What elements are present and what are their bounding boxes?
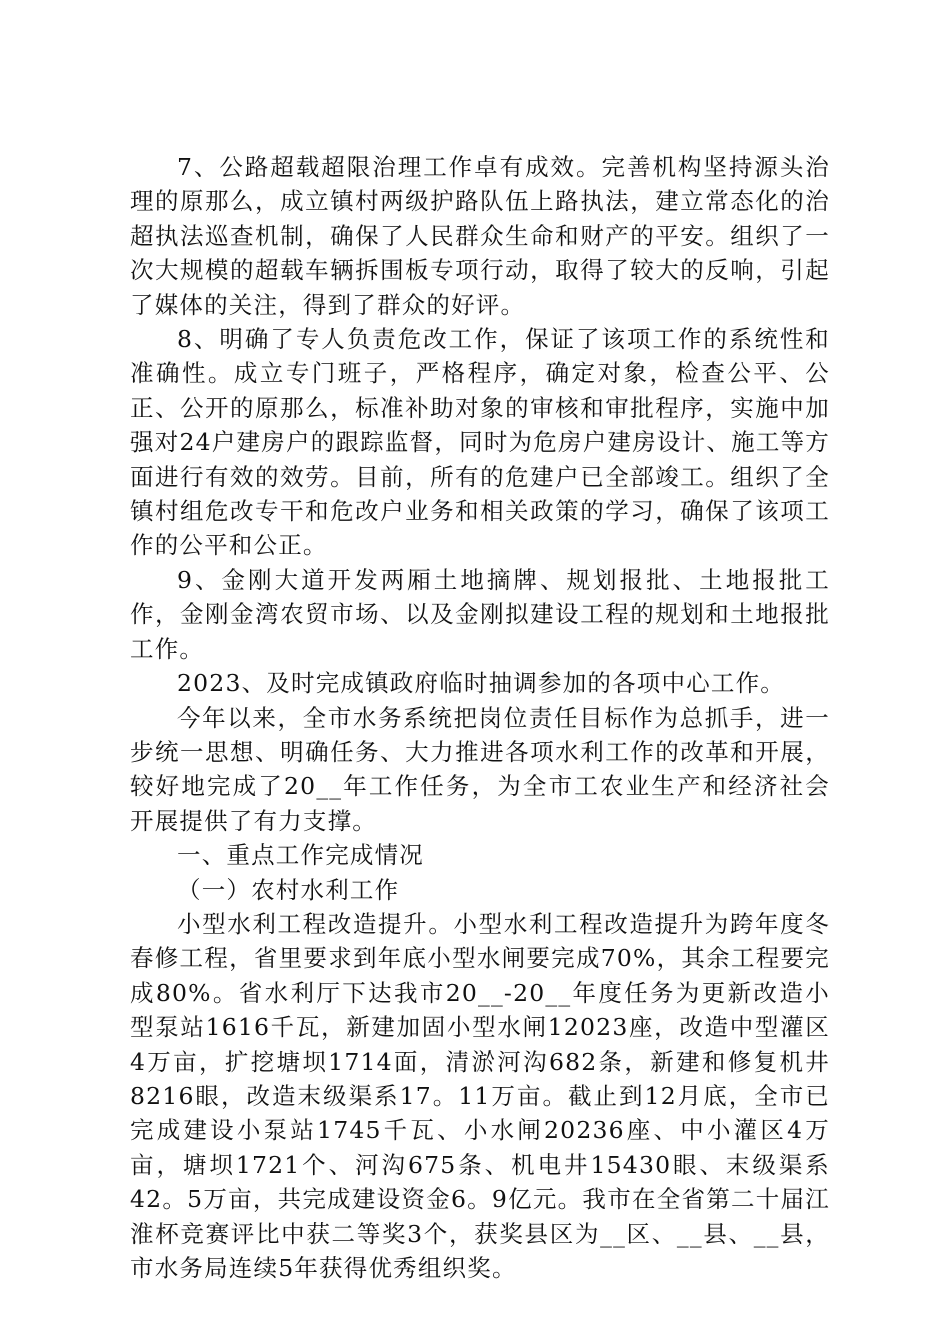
section-heading: 一、重点工作完成情况 bbox=[177, 841, 424, 870]
paragraph-item-9: 9、金刚大道开发两厢土地摘牌、规划报批、土地报批工作，金刚金湾农贸市场、以及金刚拟建设工程的规划和土地报批工作。 bbox=[130, 565, 830, 663]
subsection-heading: （一）农村水利工作 bbox=[177, 875, 400, 904]
paragraph-intro: 今年以来，全市水务系统把岗位责任目标作为总抓手，进一步统一思想、明确任务、大力推进各项水利工作的改革和开展，较好地完成了20__年工作任务，为全市工农业生产和经济社会开展提供了有力支撑。 bbox=[130, 703, 830, 835]
paragraph-item-8: 8、明确了专人负责危改工作，保证了该项工作的系统性和准确性。成立专门班子，严格程序，确定对象，检查公平、公正、公开的原那么，标准补助对象的审核和审批程序，实施中加强对24户建房户的跟踪监督，同时为危房户建房设计、施工等方面进行有效的效劳。目前，所有的危建户已全部竣工。组织了全镇村组危改专干和危改户业务和相关政策的学习，确保了该项工作的公平和公正。 bbox=[130, 325, 830, 560]
paragraph-item-7: 7、公路超载超限治理工作卓有成效。完善机构坚持源头治理的原那么，成立镇村两级护路队伍上路执法，建立常态化的治超执法巡查机制，确保了人民群众生命和财产的平安。组织了一次大规模的超载车辆拆围板专项行动，取得了较大的反响，引起了媒体的关注，得到了群众的好评。 bbox=[130, 153, 830, 319]
document-body bbox=[130, 150, 830, 1285]
paragraph-water-projects: 小型水利工程改造提升。小型水利工程改造提升为跨年度冬春修工程，省里要求到年底小型水闸要完成70%，其余工程要完成80%。省水利厅下达我市20__-20__年度任务为更新改造小型泵站1616千瓦，新建加固小型水闸12023座，改造中型灌区4万亩，扩挖塘坝1714面，清淤河沟682条，新建和修复机井8216眼，改造末级渠系17。11万亩。截止到12月底，全市已完成建设小泵站1745千瓦、小水闸20236座、中小灌区4万亩，塘坝1721个、河沟675条、机电井15430眼、末级渠系42。5万亩，共完成建设资金6。9亿元。我市在全省第二十届江淮杯竞赛评比中获二等奖3个，获奖县区为__区、__县、__县，市水务局连续5年获得优秀组织奖。 bbox=[130, 909, 830, 1282]
paragraph-item-2023: 2023、及时完成镇政府临时抽调参加的各项中心工作。 bbox=[177, 669, 786, 698]
